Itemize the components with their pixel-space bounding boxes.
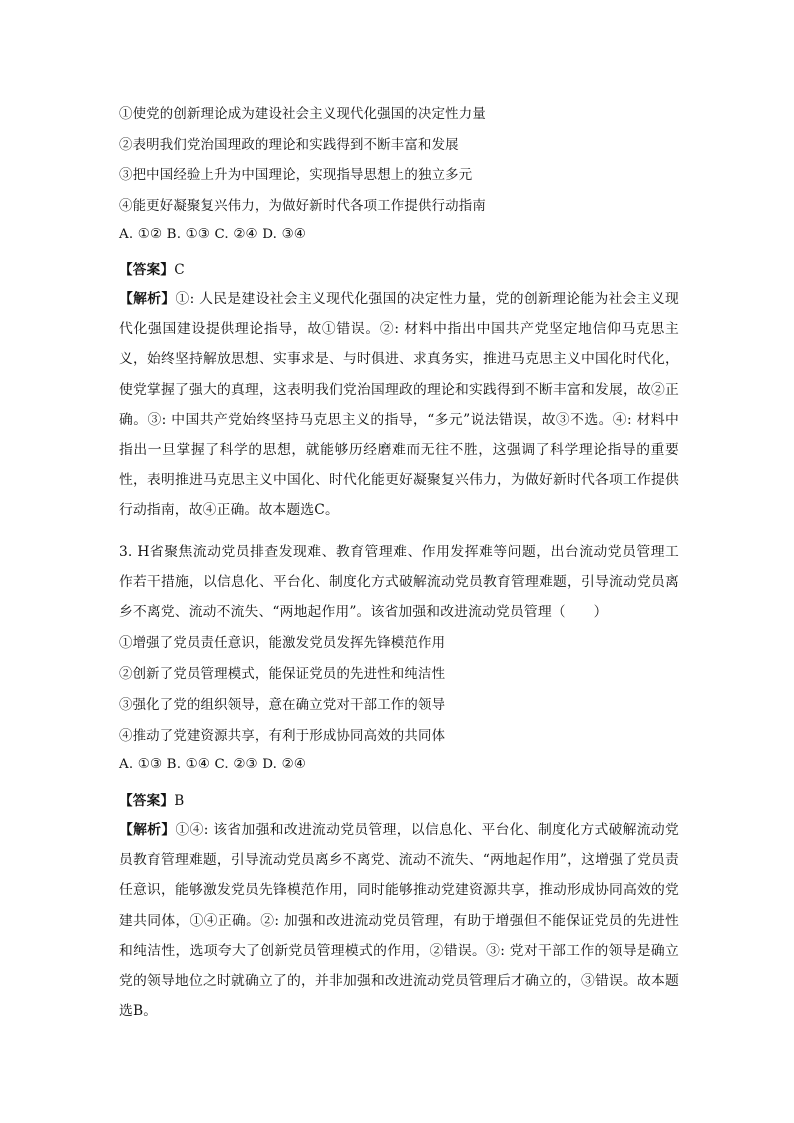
answer-value: C — [174, 262, 185, 278]
q3-answer — [119, 789, 184, 809]
q3-option-1: ①增强了党员责任意识，能激发党员发挥先锋模范作用 — [119, 636, 446, 651]
analysis-tag: 【解析】 — [119, 291, 176, 307]
q3-option-2: ②创新了党员管理模式，能保证党员的先进性和纯洁性 — [119, 667, 446, 682]
q2-option-4: ④能更好凝聚复兴伟力，为做好新时代各项工作提供行动指南 — [119, 199, 486, 214]
analysis-text: ①: 人民是建设社会主义现代化强国的决定性力量，党的创新理论能为社会主义现代化强国建设提供理论指导，故①错误。②: 材料中指出中国共产党坚定地信仰马克思主义，始终坚持解放思想、实事求是、与时俱进、求真务实，推进马克思主义中国化时代化，使党掌握了强大的真理，这表明我们党治国理政的理论和实践得到不断丰富和发展，故②正确。③: 中国共产党始终坚持马克思主义的指导，“多元”说法错误，故③不选。④: 材料中指出一旦掌握了科学的思想，就能够历经磨难而无往不胜，这强调了科学理论指导的重要性，表明推进马克思主义中国化、时代化能更好凝聚复兴伟力，为做好新时代各项工作提供行动指南，故④正确。故本题选C。 — [119, 291, 679, 519]
q3-analysis — [119, 815, 679, 1026]
q3-option-3: ③强化了党的组织领导，意在确立党对干部工作的领导 — [119, 698, 446, 713]
q2-option-3: ③把中国经验上升为中国理论，实现指导思想上的独立多元 — [119, 168, 473, 183]
q3-stem: 3. H省聚焦流动党员排查发现难、教育管理难、作用发挥难等问题，出台流动党员管理工作若干措施，以信息化、平台化、制度化方式破解流动党员教育管理难题，引导流动党员离乡不离党、流动不流失、“两地起作用”。该省加强和改进流动党员管理（ ） — [119, 544, 679, 621]
q3-option-4: ④推动了党建资源共享，有利于形成协同高效的共同体 — [119, 729, 446, 744]
answer-value: B — [174, 793, 185, 809]
answer-tag: 【答案】 — [119, 262, 175, 278]
analysis-tag: 【解析】 — [119, 822, 176, 838]
q2-answer — [119, 258, 185, 278]
q3-choices: A. ①③ B. ①④ C. ②③ D. ②④ — [119, 757, 306, 772]
q2-analysis — [119, 284, 679, 526]
q2-choices: A. ①② B. ①③ C. ②④ D. ③④ — [119, 227, 306, 242]
q2-option-1: ①使党的创新理论成为建设社会主义现代化强国的决定性力量 — [119, 107, 486, 122]
analysis-text: ①④: 该省加强和改进流动党员管理，以信息化、平台化、制度化方式破解流动党员教育管理难题，引导流动党员离乡不离党、流动不流失、“两地起作用”，这增强了党员责任意识，能够激发党员先锋模范作用，同时能够推动党建资源共享，推动形成协同高效的党建共同体，①④正确。②: 加强和改进流动党员管理，有助于增强但不能保证党员的先进性和纯洁性，选项夸大了创新党员管理模式的作用，②错误。③: 党对干部工作的领导是确立党的领导地位之时就确立了的，并非加强和改进流动党员管理后才确立的，③错误。故本题选B。 — [119, 822, 679, 1020]
q2-option-2: ②表明我们党治国理政的理论和实践得到不断丰富和发展 — [119, 138, 459, 153]
answer-tag: 【答案】 — [119, 793, 175, 809]
